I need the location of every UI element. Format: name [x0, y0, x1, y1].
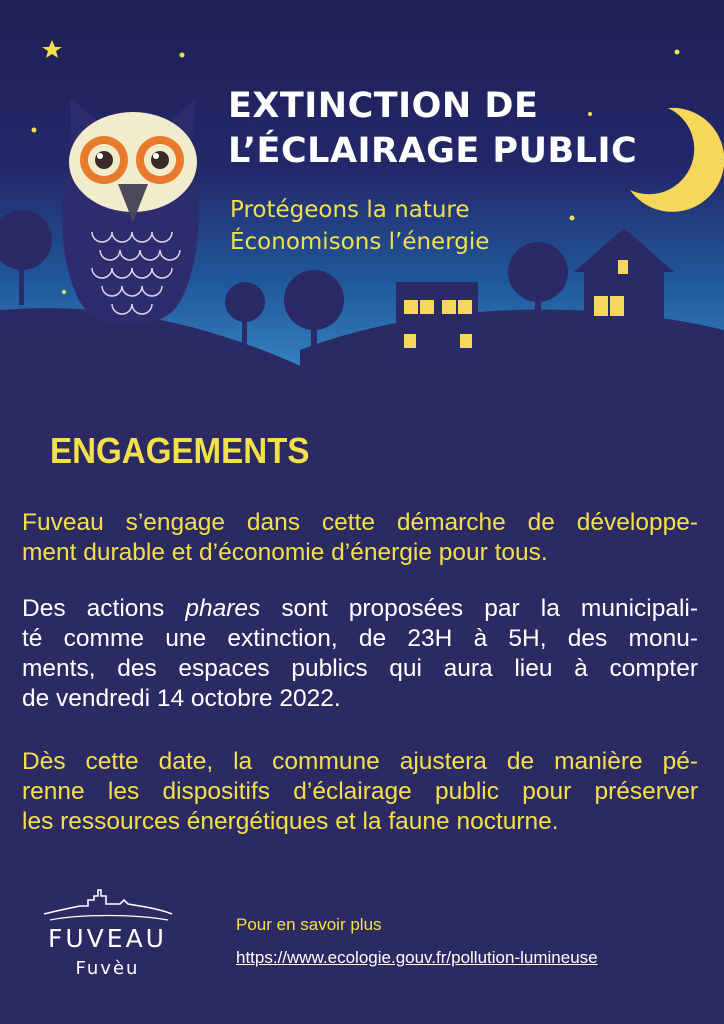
text-fragment: sont proposées par la municipali-	[260, 595, 699, 622]
text-line: les ressources énergétiques et la faune nocturne.	[22, 808, 559, 835]
text-line	[22, 594, 698, 624]
text-line: ment durable et d’économie d’énergie pour tous.	[22, 539, 548, 566]
paragraph-actions	[22, 594, 698, 714]
more-info-label: Pour en savoir plus	[236, 915, 382, 934]
subtitle-line: Protégeons la nature	[230, 197, 470, 223]
poster-title	[228, 84, 637, 174]
logo-name: FUVEAU	[48, 924, 167, 953]
village-skyline-icon	[40, 884, 175, 924]
text-line: té comme une extinction, de 23H à 5H, des monu-	[22, 625, 698, 652]
more-info-link[interactable]: https://www.ecologie.gouv.fr/pollution-lumineuse	[236, 948, 598, 967]
paragraph-commitment	[22, 508, 698, 568]
section-heading: ENGAGEMENTS	[50, 430, 310, 471]
text-line: de vendredi 14 octobre 2022.	[22, 685, 341, 712]
text-line: ments, des espaces publics qui aura lieu à compter	[22, 655, 698, 682]
emphasis-text: phares	[185, 595, 261, 622]
title-line: L’ÉCLAIRAGE PUBLIC	[228, 131, 638, 171]
owl-icon	[62, 98, 198, 325]
text-line: Fuveau s’engage dans cette démarche de développe-	[22, 509, 698, 536]
fuveau-logo	[40, 884, 180, 994]
logo-subname: Fuvèu	[75, 958, 140, 979]
paragraph-adjustment	[22, 747, 698, 837]
poster-subtitle	[230, 194, 489, 258]
subtitle-line: Économisons l’énergie	[230, 229, 490, 255]
title-line: EXTINCTION DE	[228, 86, 539, 126]
text-line: renne les dispositifs d’éclairage public pour préserver	[22, 778, 698, 805]
text-fragment: Des actions	[22, 595, 186, 622]
building-icon	[396, 282, 478, 360]
text-line: Dès cette date, la commune ajustera de manière pé-	[22, 748, 698, 775]
